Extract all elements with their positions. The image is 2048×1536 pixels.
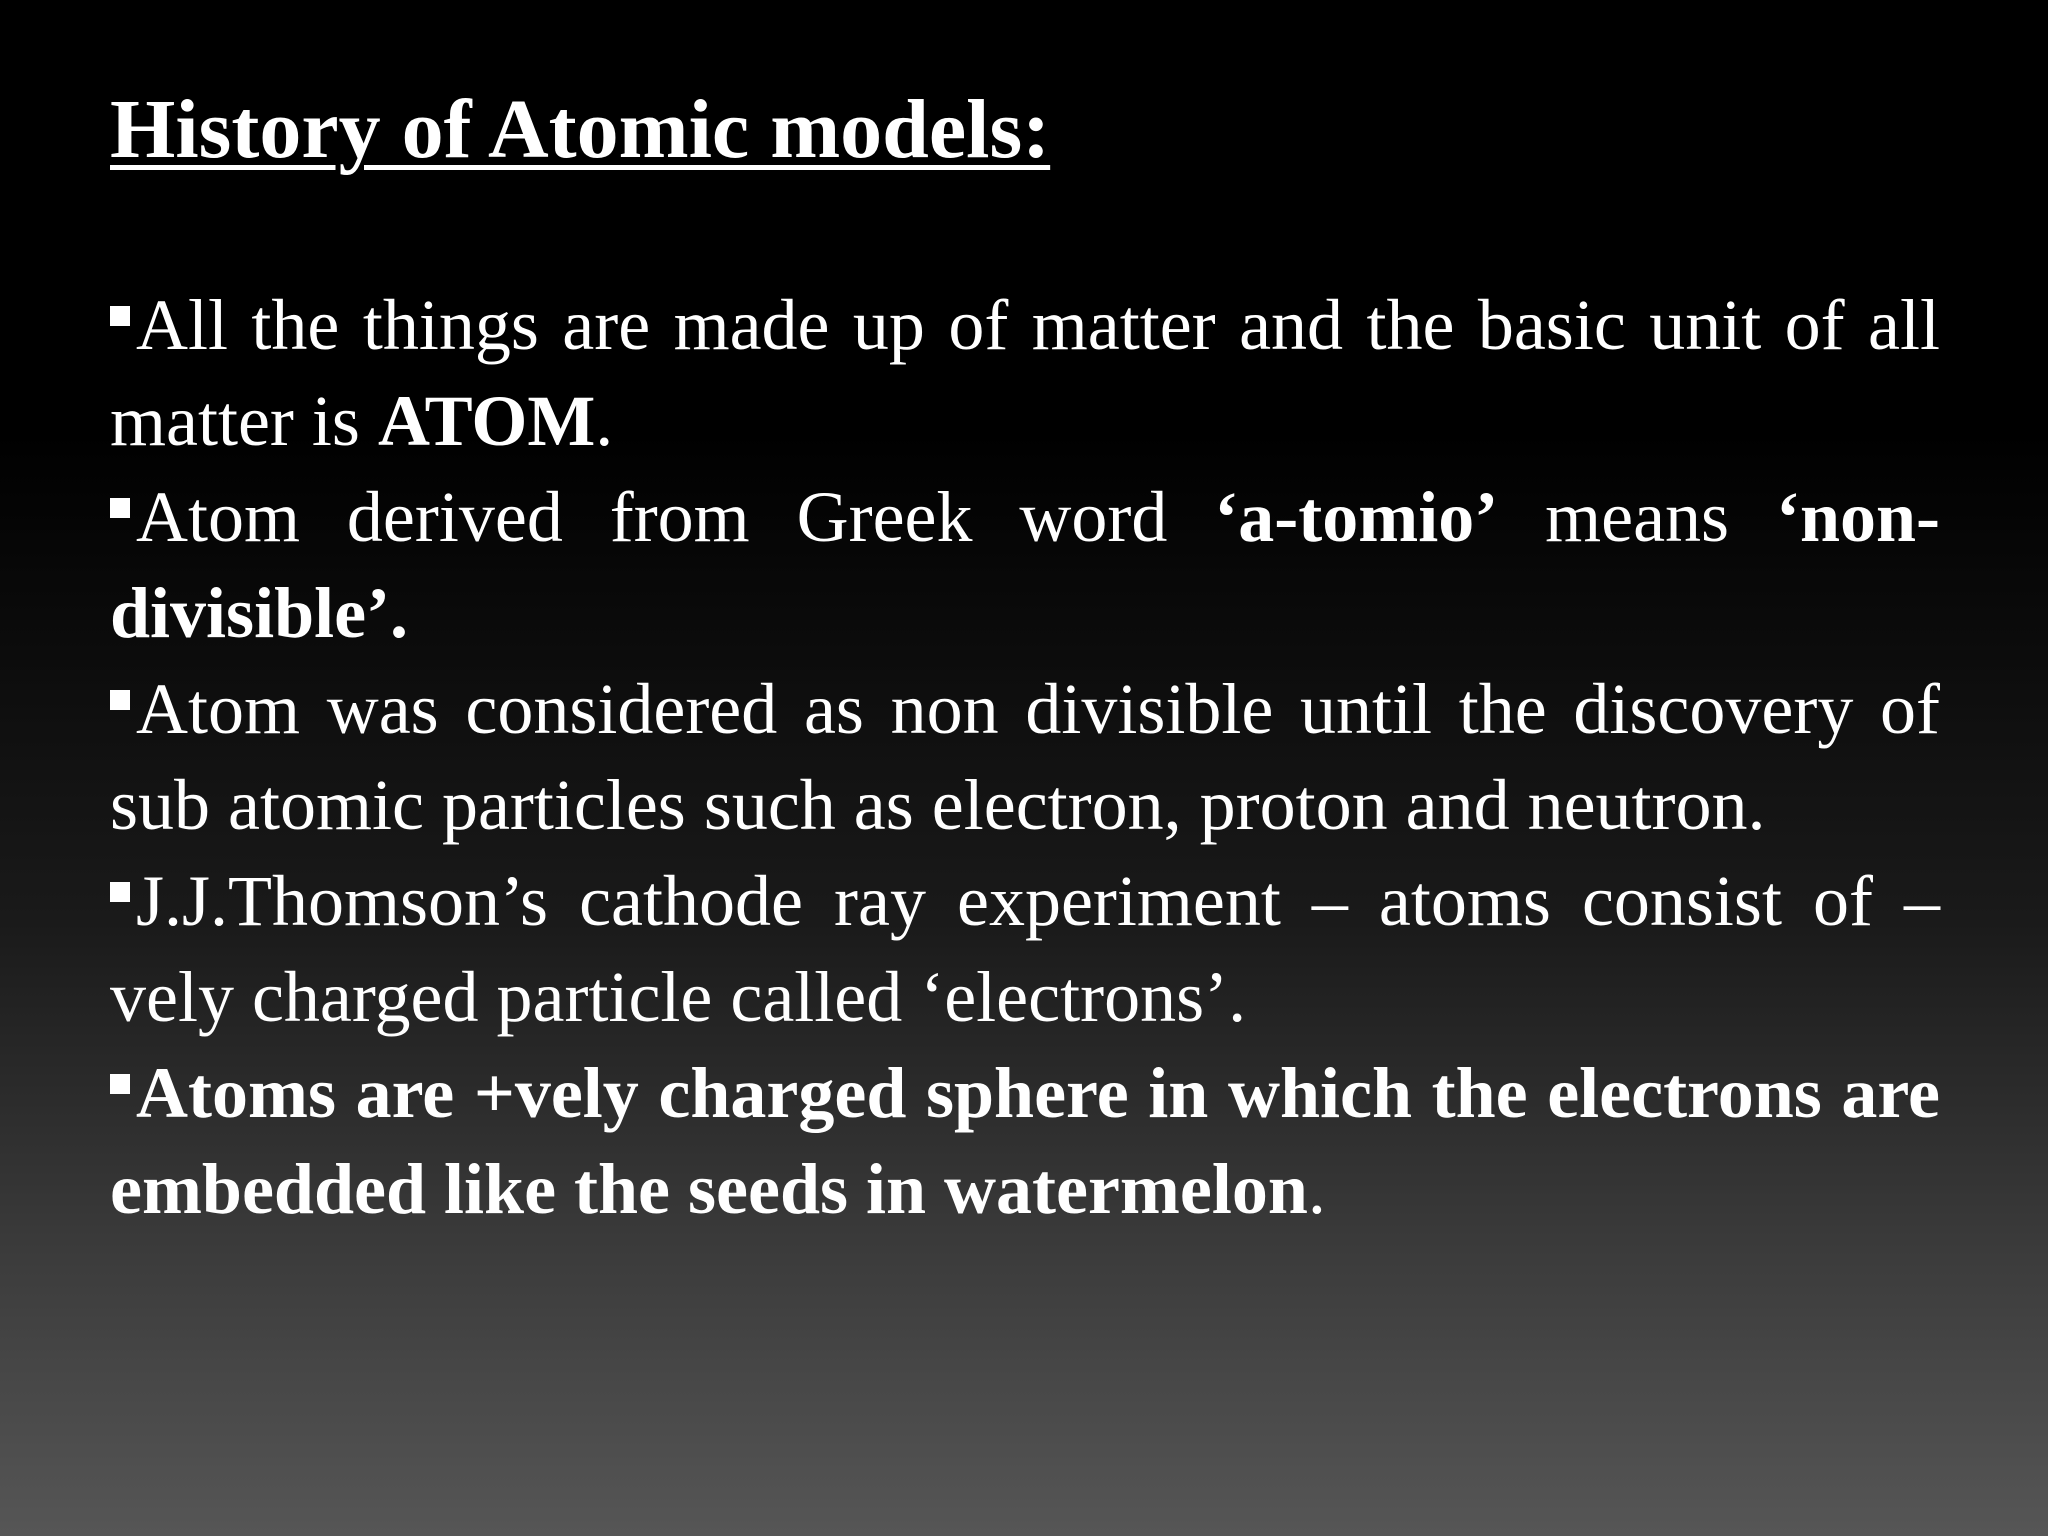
bullet-text-bold: Atoms are +vely charged sphere in which the electrons are embedded like the seeds in watermelon	[110, 1052, 1940, 1229]
slide-content	[110, 82, 1940, 1502]
bullet-text: means	[1498, 476, 1776, 557]
bullet-list	[110, 277, 1940, 1237]
bullet-text: .	[1307, 1148, 1326, 1229]
slide-title: History of Atomic models:	[110, 83, 1051, 176]
bullet-item-watermelon-model	[110, 1045, 1940, 1237]
bullet-text: J.J.Thomson’s cathode ray experiment – atoms consist of –vely charged particle called ‘electrons’.	[110, 860, 1940, 1037]
bullet-text-bold: ATOM	[377, 380, 596, 461]
bullet-text-bold: ‘non-divisible’.	[110, 476, 1941, 653]
bullet-text: Atom derived from Greek word	[136, 476, 1215, 557]
square-bullet-icon	[110, 306, 130, 326]
bullet-item-atom-definition	[110, 277, 1940, 469]
bullet-text-bold: ‘a-tomio’	[1214, 476, 1499, 557]
bullet-item-greek-origin	[110, 469, 1940, 661]
square-bullet-icon	[110, 498, 130, 518]
bullet-text: .	[595, 380, 614, 461]
square-bullet-icon	[110, 882, 130, 902]
square-bullet-icon	[110, 690, 130, 710]
bullet-text: All the things are made up of matter and the basic unit of all matter is	[110, 284, 1940, 461]
bullet-item-subatomic-particles	[110, 661, 1940, 853]
square-bullet-icon	[110, 1074, 130, 1094]
bullet-text: Atom was considered as non divisible until the discovery of sub atomic particles such as electron, proton and neutron.	[110, 668, 1940, 845]
bullet-item-thomson-experiment	[110, 853, 1940, 1045]
